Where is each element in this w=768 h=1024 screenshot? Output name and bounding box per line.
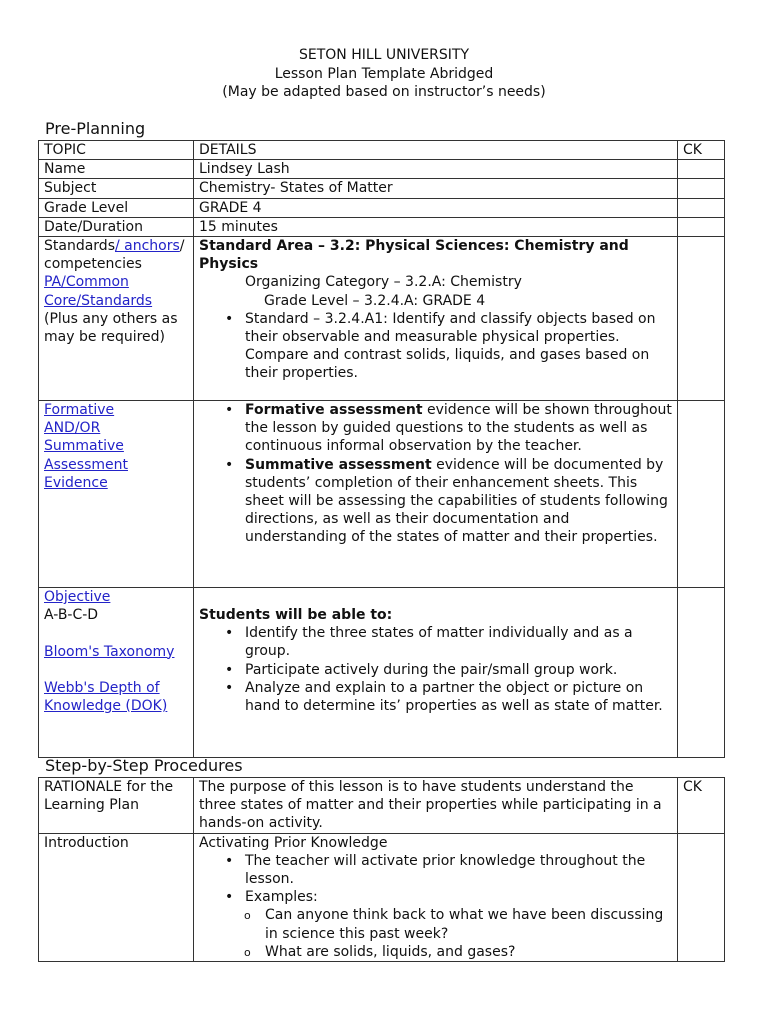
list-item — [245, 456, 672, 547]
anchors-link[interactable]: / anchors — [114, 238, 180, 255]
assessment-list — [199, 401, 672, 547]
row-value: Chemistry- States of Matter — [194, 179, 678, 198]
rationale-label: RATIONALE for the Learning Plan — [39, 778, 194, 834]
procedures-title: Step-by-Step Procedures — [45, 756, 243, 775]
standards-list — [199, 310, 672, 383]
template-title: Lesson Plan Template Abridged — [274, 65, 494, 82]
blooms-taxonomy-link[interactable]: Bloom's Taxonomy — [44, 643, 175, 660]
table-row — [39, 217, 725, 236]
assessment-details-cell — [194, 401, 678, 588]
slash-text: / — [179, 238, 185, 255]
organizing-category: Organizing Category – 3.2.A: Chemistry — [245, 274, 522, 291]
introduction-label: Introduction — [39, 833, 194, 961]
ck-cell — [678, 401, 725, 588]
abcd-label: A-B-C-D — [44, 607, 99, 624]
col-header-ck: CK — [678, 778, 725, 834]
objective-heading: Students will be able to: — [199, 607, 393, 624]
list-item — [245, 401, 672, 456]
row-label: Subject — [39, 179, 194, 198]
competencies-label: competencies — [44, 256, 142, 273]
list-item: • Standard – 3.2.4.A1: Identify and classify objects based on their observable and measurable physical properties. Compare and contrast solids, liquids, and gases based on their properties. — [245, 310, 672, 383]
ck-cell — [678, 237, 725, 401]
formative-bold: Formative assessment — [245, 402, 423, 419]
grade-level-standard: Grade Level – 3.2.4.A: GRADE 4 — [264, 292, 486, 309]
document-header — [0, 46, 768, 102]
plus-others-note: (Plus any others as may be required) — [44, 310, 178, 346]
introduction-details-cell — [194, 833, 678, 961]
assessment-evidence-link[interactable]: Formative AND/OR Summative Assessment Evidence — [44, 402, 128, 491]
objective-label-cell — [39, 588, 194, 758]
col-header-details: DETAILS — [194, 141, 678, 160]
table-row — [39, 160, 725, 179]
summative-bold: Summative assessment — [245, 456, 432, 473]
ck-cell — [678, 588, 725, 758]
row-label: Grade Level — [39, 198, 194, 217]
ck-cell — [678, 833, 725, 961]
pa-common-core-link[interactable]: PA/Common Core/Standards — [44, 274, 153, 309]
row-label: Name — [39, 160, 194, 179]
ck-cell — [678, 198, 725, 217]
objective-link[interactable]: Objective — [44, 589, 111, 606]
ck-cell — [678, 160, 725, 179]
preplanning-table — [38, 140, 725, 758]
list-item: o What are solids, liquids, and gases? — [265, 943, 672, 961]
standards-details-cell — [194, 237, 678, 401]
standards-label: Standards — [44, 238, 115, 255]
table-header-row — [39, 141, 725, 160]
col-header-ck: CK — [678, 141, 725, 160]
list-item: • Examples: — [245, 888, 672, 906]
ck-cell — [678, 179, 725, 198]
preplanning-title: Pre-Planning — [45, 119, 146, 138]
summative-text: evidence will be documented by students’ completion of their enhancement sheets. This sheet will be assessing the capabilities of students following directions, as well as their documentation and understanding of the states of matter and their properties. — [245, 456, 668, 546]
template-note: (May be adapted based on instructor’s needs) — [222, 84, 546, 100]
list-item: • Participate actively during the pair/small group work. — [245, 661, 672, 679]
objective-details-cell — [194, 588, 678, 758]
standards-row — [39, 237, 725, 401]
university-name: SETON HILL UNIVERSITY — [298, 47, 470, 63]
assessment-label-cell — [39, 401, 194, 588]
objective-list — [199, 624, 672, 715]
intro-list — [199, 852, 672, 907]
col-header-topic: TOPIC — [39, 141, 194, 160]
list-item: • The teacher will activate prior knowledge throughout the lesson. — [245, 852, 672, 888]
row-value: Lindsey Lash — [194, 160, 678, 179]
standards-label-cell — [39, 237, 194, 401]
row-value: 15 minutes — [194, 217, 678, 236]
row-label: Date/Duration — [39, 217, 194, 236]
ck-cell — [678, 217, 725, 236]
list-item: • Analyze and explain to a partner the object or picture on hand to determine its’ properties as well as state of matter. — [245, 679, 672, 715]
row-value: GRADE 4 — [194, 198, 678, 217]
formative-text: evidence will be shown throughout the lesson by guided questions to the students as well as continuous informal observation by the teacher. — [245, 402, 672, 455]
assessment-row — [39, 401, 725, 588]
introduction-row — [39, 833, 725, 961]
list-item: • Identify the three states of matter individually and as a group. — [245, 624, 672, 660]
table-row — [39, 198, 725, 217]
intro-heading: Activating Prior Knowledge — [199, 834, 388, 851]
standard-area-heading: Standard Area – 3.2: Physical Sciences: Chemistry and Physics — [199, 238, 629, 273]
objective-row — [39, 588, 725, 758]
webbs-dok-link[interactable]: Webb's Depth of Knowledge (DOK) — [44, 680, 168, 715]
rationale-text: The purpose of this lesson is to have students understand the three states of matter and their properties while participating in a hands-on activity. — [194, 778, 678, 834]
table-row — [39, 179, 725, 198]
procedures-table — [38, 777, 725, 962]
rationale-row — [39, 778, 725, 834]
intro-sublist — [199, 906, 672, 961]
list-item: o Can anyone think back to what we have been discussing in science this past week? — [265, 906, 672, 942]
